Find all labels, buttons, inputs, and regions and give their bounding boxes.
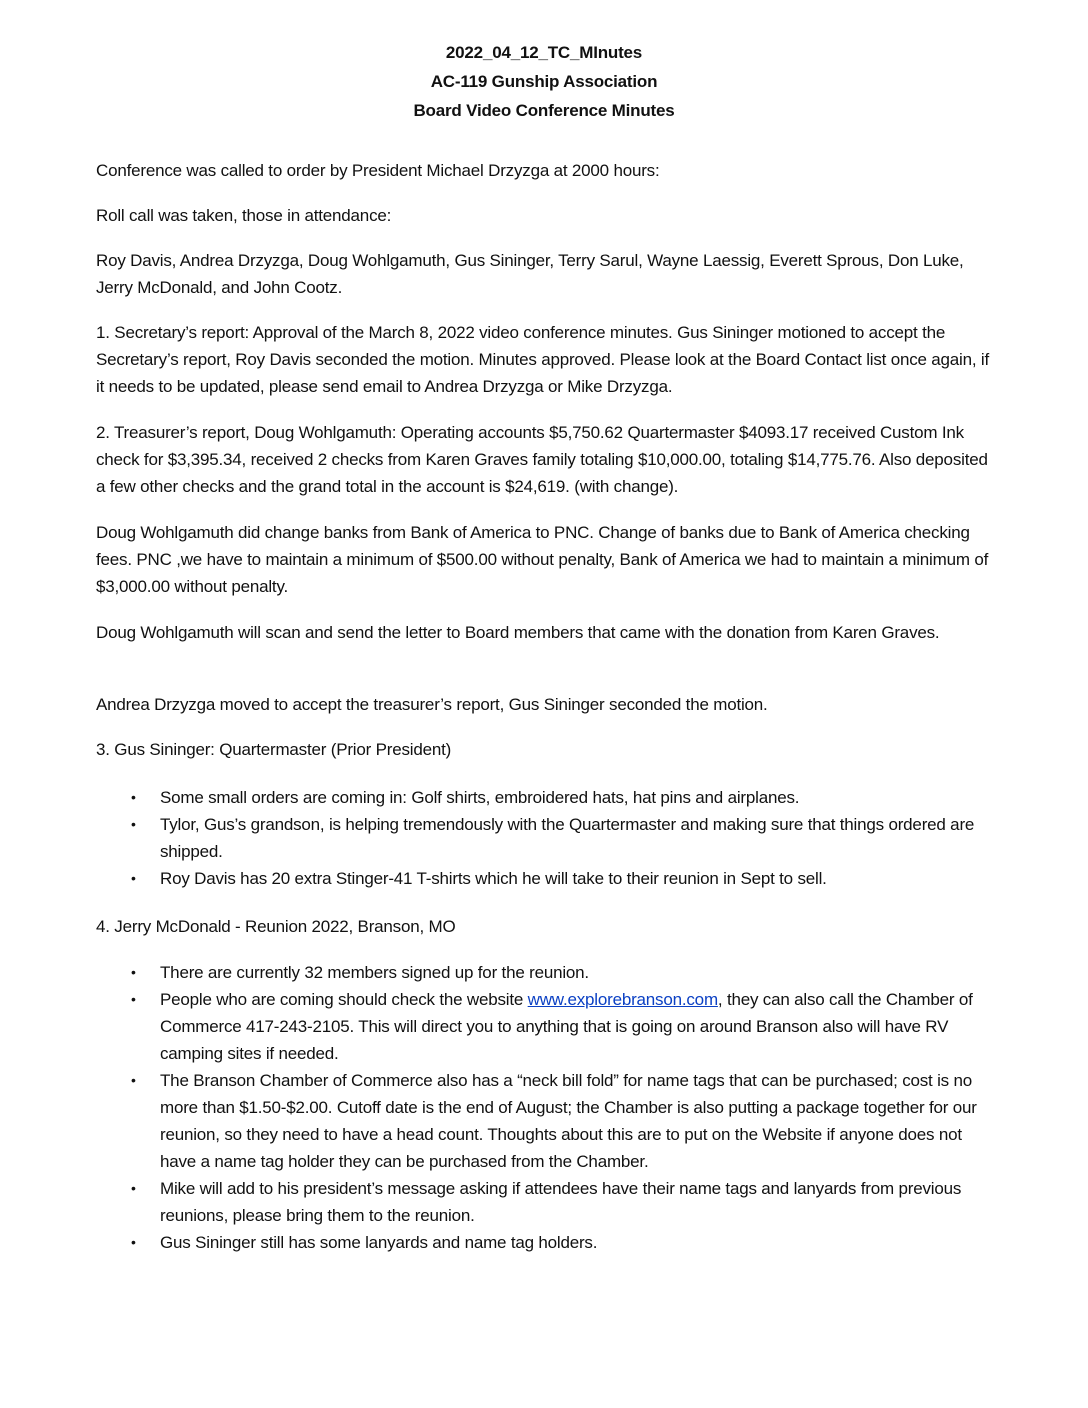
organization-title: AC-119 Gunship Association (430, 72, 658, 91)
list-item: • There are currently 32 members signed up for the reunion. (96, 959, 996, 986)
list-item: • Mike will add to his president’s message asking if attendees have their name tags and lanyards from previous reunions, please bring them to the reunion. (96, 1175, 996, 1229)
quartermaster-list (96, 784, 996, 892)
reunion-list (96, 959, 996, 1256)
list-item: • Some small orders are coming in: Golf shirts, embroidered hats, hat pins and airplanes. (96, 784, 996, 811)
bank-change-paragraph: Doug Wohlgamuth did change banks from Bank of America to PNC. Change of banks due to Bank of America checking fees. PNC ,we have to maintain a minimum of $500.00 without penalty, Bank of America we had to maintain a minimum of $3,000.00 without penalty. (96, 523, 989, 596)
list-item: • Tylor, Gus’s grandson, is helping tremendously with the Quartermaster and making sure that things ordered are shipped. (96, 811, 996, 865)
bullet-icon: • (131, 991, 136, 1007)
list-item: • Roy Davis has 20 extra Stinger-41 T-shirts which he will take to their reunion in Sept to sell. (96, 865, 996, 892)
quartermaster-heading: 3. Gus Sininger: Quartermaster (Prior President) (96, 740, 452, 759)
list-item: • Gus Sininger still has some lanyards and name tag holders. (96, 1229, 996, 1256)
document-header (0, 38, 1088, 125)
document-filename-title: 2022_04_12_TC_MInutes (445, 43, 643, 62)
roll-call-paragraph: Roll call was taken, those in attendance: (96, 206, 392, 225)
bullet-icon: • (131, 964, 136, 980)
treasurer-report-paragraph: 2. Treasurer’s report, Doug Wohlgamuth: Operating accounts $5,750.62 Quartermaster $4093.17 received Custom Ink check for $3,395.34, received 2 checks from Karen Graves family totaling $10,000.00, totaling $14,775.76. Also deposited a few other checks and the grand total in the account is $24,619. (with change). (96, 423, 988, 496)
reunion-heading: 4. Jerry McDonald - Reunion 2022, Branson, MO (96, 917, 456, 936)
secretary-report-paragraph: 1. Secretary’s report: Approval of the March 8, 2022 video conference minutes. Gus Sininger motioned to accept the Secretary’s report, Roy Davis seconded the motion. Minutes approved. Please look at the Board Contact list once again, if it needs to be updated, please send email to Andrea Drzyzga or Mike Drzyzga. (96, 323, 990, 396)
accept-treasurer-paragraph: Andrea Drzyzga moved to accept the treasurer’s report, Gus Sininger seconded the motion. (96, 695, 768, 714)
bullet-icon: • (131, 1234, 136, 1250)
bullet-icon: • (131, 789, 136, 805)
bullet-icon: • (131, 1072, 136, 1088)
meeting-title: Board Video Conference Minutes (413, 101, 675, 120)
bullet-icon: • (131, 1180, 136, 1196)
explorebranson-link[interactable]: www.explorebranson.com (527, 990, 718, 1009)
list-item: • The Branson Chamber of Commerce also has a “neck bill fold” for name tags that can be purchased; cost is no more than $1.50-$2.00. Cutoff date is the end of August; the Chamber is also putting a package together for our reunion, so they need to have a head count. Thoughts about this are to put on the Website if anyone does not have a name tag holder they can be purchased from the Chamber. (96, 1067, 996, 1175)
bullet-icon: • (131, 816, 136, 832)
call-to-order-paragraph: Conference was called to order by President Michael Drzyzga at 2000 hours: (96, 161, 660, 180)
list-item: • People who are coming should check the website www.explorebranson.com, they can also call the Chamber of Commerce 417-243-2105. This will direct you to anything that is going on around Branson also will have RV camping sites if needed. (96, 986, 996, 1067)
letter-scan-paragraph: Doug Wohlgamuth will scan and send the letter to Board members that came with the donation from Karen Graves. (96, 623, 940, 642)
bullet-icon: • (131, 870, 136, 886)
attendees-paragraph: Roy Davis, Andrea Drzyzga, Doug Wohlgamuth, Gus Sininger, Terry Sarul, Wayne Laessig, Everett Sprous, Don Luke, Jerry McDonald, and John Cootz. (96, 251, 964, 297)
